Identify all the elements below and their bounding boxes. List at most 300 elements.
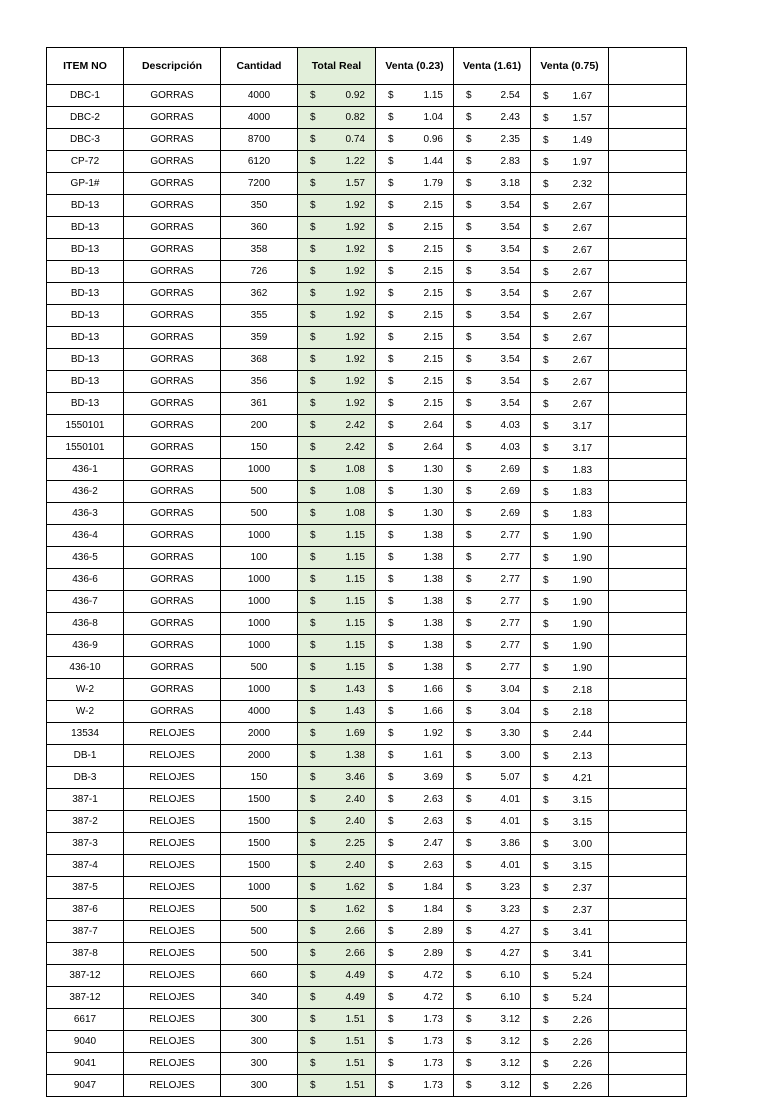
- cell-venta-023: [376, 503, 454, 525]
- cell-total-real: [298, 327, 376, 349]
- cell-venta-075: [531, 173, 609, 195]
- table-row: [47, 525, 687, 547]
- amount-value: 2.64: [423, 419, 443, 431]
- currency-symbol: $: [466, 133, 472, 145]
- table-row: [47, 129, 687, 151]
- amount-value: 1.44: [423, 155, 443, 167]
- cell-empty: [609, 569, 687, 591]
- cell-item-no: BD-13: [47, 217, 124, 239]
- cell-venta-075: [531, 591, 609, 613]
- cell-venta-161: [454, 107, 531, 129]
- cell-descripcion: GORRAS: [124, 701, 221, 723]
- amount-value: 2.37: [572, 883, 593, 894]
- amount-value: 2.15: [423, 397, 443, 409]
- currency-symbol: $: [310, 683, 316, 695]
- cell-venta-075: [531, 239, 609, 261]
- cell-venta-075: [531, 195, 609, 217]
- header-venta-161: Venta (1.61): [454, 48, 531, 85]
- amount-value: 1.38: [423, 661, 443, 673]
- cell-total-real: [298, 855, 376, 877]
- amount-value: 2.77: [500, 595, 520, 607]
- cell-empty: [609, 283, 687, 305]
- cell-venta-075: [531, 525, 609, 547]
- amount-value: 1.83: [572, 465, 593, 476]
- currency-symbol: $: [543, 773, 549, 784]
- amount-value: 5.24: [572, 971, 593, 982]
- cell-descripcion: GORRAS: [124, 547, 221, 569]
- table-row: [47, 415, 687, 437]
- amount-value: 3.54: [500, 243, 520, 255]
- amount-value: 2.15: [423, 199, 443, 211]
- amount-value: 4.01: [500, 815, 520, 827]
- amount-value: 1.15: [345, 639, 365, 651]
- cell-venta-023: [376, 987, 454, 1009]
- table-row: [47, 877, 687, 899]
- cell-total-real: [298, 745, 376, 767]
- cell-cantidad: 300: [221, 1031, 298, 1053]
- table-row: [47, 173, 687, 195]
- cell-venta-075: [531, 1031, 609, 1053]
- cell-venta-161: [454, 679, 531, 701]
- amount-value: 2.13: [572, 751, 593, 762]
- currency-symbol: $: [466, 1013, 472, 1025]
- currency-symbol: $: [543, 245, 549, 256]
- amount-value: 2.64: [423, 441, 443, 453]
- amount-value: 3.12: [500, 1035, 520, 1047]
- currency-symbol: $: [543, 751, 549, 762]
- cell-venta-075: [531, 85, 609, 107]
- amount-value: 1.90: [572, 597, 593, 608]
- table-row: [47, 921, 687, 943]
- cell-total-real: [298, 239, 376, 261]
- cell-venta-075: [531, 943, 609, 965]
- cell-empty: [609, 217, 687, 239]
- amount-value: 1.08: [345, 463, 365, 475]
- amount-value: 1.08: [345, 485, 365, 497]
- cell-venta-161: [454, 481, 531, 503]
- cell-venta-161: [454, 657, 531, 679]
- currency-symbol: $: [543, 905, 549, 916]
- cell-venta-161: [454, 899, 531, 921]
- cell-empty: [609, 85, 687, 107]
- currency-symbol: $: [310, 903, 316, 915]
- cell-empty: [609, 987, 687, 1009]
- cell-total-real: [298, 1053, 376, 1075]
- cell-total-real: [298, 503, 376, 525]
- amount-value: 2.26: [572, 1081, 593, 1092]
- cell-total-real: [298, 371, 376, 393]
- amount-value: 3.54: [500, 397, 520, 409]
- cell-venta-023: [376, 107, 454, 129]
- cell-total-real: [298, 899, 376, 921]
- cell-venta-161: [454, 833, 531, 855]
- amount-value: 0.74: [345, 133, 365, 145]
- cell-descripcion: RELOJES: [124, 789, 221, 811]
- currency-symbol: $: [388, 265, 394, 277]
- cell-total-real: [298, 85, 376, 107]
- amount-value: 1.38: [423, 639, 443, 651]
- cell-venta-075: [531, 899, 609, 921]
- cell-venta-161: [454, 591, 531, 613]
- cell-empty: [609, 833, 687, 855]
- cell-item-no: 436-7: [47, 591, 124, 613]
- cell-venta-075: [531, 437, 609, 459]
- currency-symbol: $: [466, 617, 472, 629]
- cell-venta-075: [531, 767, 609, 789]
- cell-empty: [609, 877, 687, 899]
- cell-total-real: [298, 1031, 376, 1053]
- cell-venta-161: [454, 503, 531, 525]
- currency-symbol: $: [310, 727, 316, 739]
- cell-venta-023: [376, 217, 454, 239]
- currency-symbol: $: [388, 419, 394, 431]
- amount-value: 2.67: [572, 289, 593, 300]
- amount-value: 3.54: [500, 265, 520, 277]
- currency-symbol: $: [310, 771, 316, 783]
- cell-cantidad: 150: [221, 767, 298, 789]
- cell-descripcion: GORRAS: [124, 393, 221, 415]
- cell-total-real: [298, 635, 376, 657]
- cell-venta-075: [531, 987, 609, 1009]
- amount-value: 2.77: [500, 529, 520, 541]
- currency-symbol: $: [543, 949, 549, 960]
- cell-item-no: BD-13: [47, 393, 124, 415]
- cell-descripcion: GORRAS: [124, 129, 221, 151]
- table-row: [47, 965, 687, 987]
- cell-item-no: DBC-1: [47, 85, 124, 107]
- currency-symbol: $: [543, 487, 549, 498]
- cell-empty: [609, 701, 687, 723]
- cell-venta-023: [376, 239, 454, 261]
- cell-cantidad: 4000: [221, 85, 298, 107]
- currency-symbol: $: [388, 881, 394, 893]
- table-row: [47, 767, 687, 789]
- cell-venta-161: [454, 921, 531, 943]
- amount-value: 2.77: [500, 573, 520, 585]
- currency-symbol: $: [543, 465, 549, 476]
- cell-descripcion: RELOJES: [124, 1075, 221, 1097]
- table-row: [47, 217, 687, 239]
- currency-symbol: $: [310, 199, 316, 211]
- amount-value: 1.73: [423, 1057, 443, 1069]
- amount-value: 4.21: [572, 773, 593, 784]
- cell-venta-023: [376, 833, 454, 855]
- currency-symbol: $: [310, 815, 316, 827]
- cell-venta-161: [454, 767, 531, 789]
- table-row: [47, 635, 687, 657]
- amount-value: 2.67: [572, 355, 593, 366]
- amount-value: 4.27: [500, 947, 520, 959]
- cell-empty: [609, 635, 687, 657]
- cell-descripcion: GORRAS: [124, 525, 221, 547]
- currency-symbol: $: [543, 113, 549, 124]
- cell-venta-075: [531, 481, 609, 503]
- cell-item-no: 436-10: [47, 657, 124, 679]
- cell-venta-023: [376, 393, 454, 415]
- currency-symbol: $: [388, 441, 394, 453]
- cell-venta-023: [376, 767, 454, 789]
- cell-descripcion: GORRAS: [124, 151, 221, 173]
- cell-item-no: 436-8: [47, 613, 124, 635]
- currency-symbol: $: [466, 947, 472, 959]
- currency-symbol: $: [310, 265, 316, 277]
- cell-cantidad: 4000: [221, 107, 298, 129]
- cell-cantidad: 1500: [221, 855, 298, 877]
- currency-symbol: $: [543, 553, 549, 564]
- currency-symbol: $: [388, 89, 394, 101]
- amount-value: 2.67: [572, 245, 593, 256]
- currency-symbol: $: [388, 573, 394, 585]
- cell-empty: [609, 503, 687, 525]
- table-row: [47, 613, 687, 635]
- currency-symbol: $: [466, 1035, 472, 1047]
- amount-value: 1.90: [572, 531, 593, 542]
- cell-venta-023: [376, 1053, 454, 1075]
- cell-venta-075: [531, 679, 609, 701]
- cell-item-no: W-2: [47, 679, 124, 701]
- currency-symbol: $: [466, 683, 472, 695]
- header-cantidad: Cantidad: [221, 48, 298, 85]
- cell-total-real: [298, 261, 376, 283]
- currency-symbol: $: [310, 749, 316, 761]
- amount-value: 2.67: [572, 267, 593, 278]
- cell-descripcion: GORRAS: [124, 635, 221, 657]
- currency-symbol: $: [388, 749, 394, 761]
- cell-venta-075: [531, 855, 609, 877]
- amount-value: 2.89: [423, 947, 443, 959]
- currency-symbol: $: [466, 859, 472, 871]
- currency-symbol: $: [310, 177, 316, 189]
- cell-descripcion: RELOJES: [124, 833, 221, 855]
- table-row: [47, 283, 687, 305]
- currency-symbol: $: [388, 309, 394, 321]
- currency-symbol: $: [310, 1013, 316, 1025]
- amount-value: 1.90: [572, 663, 593, 674]
- currency-symbol: $: [543, 311, 549, 322]
- table-body: [47, 85, 687, 1097]
- currency-symbol: $: [466, 595, 472, 607]
- cell-venta-075: [531, 349, 609, 371]
- amount-value: 1.92: [345, 397, 365, 409]
- amount-value: 1.15: [345, 617, 365, 629]
- cell-venta-161: [454, 349, 531, 371]
- amount-value: 3.17: [572, 421, 593, 432]
- table-header: [47, 48, 687, 85]
- currency-symbol: $: [388, 925, 394, 937]
- cell-descripcion: GORRAS: [124, 217, 221, 239]
- amount-value: 2.54: [500, 89, 520, 101]
- cell-venta-075: [531, 217, 609, 239]
- cell-total-real: [298, 481, 376, 503]
- currency-symbol: $: [310, 793, 316, 805]
- amount-value: 1.92: [345, 221, 365, 233]
- currency-symbol: $: [466, 771, 472, 783]
- amount-value: 2.15: [423, 243, 443, 255]
- amount-value: 1.57: [572, 113, 593, 124]
- cell-venta-023: [376, 173, 454, 195]
- currency-symbol: $: [543, 597, 549, 608]
- amount-value: 4.01: [500, 859, 520, 871]
- amount-value: 1.90: [572, 641, 593, 652]
- table-row: [47, 701, 687, 723]
- cell-venta-023: [376, 85, 454, 107]
- currency-symbol: $: [466, 573, 472, 585]
- table-row: [47, 195, 687, 217]
- currency-symbol: $: [543, 1037, 549, 1048]
- currency-symbol: $: [388, 551, 394, 563]
- table-row: [47, 1053, 687, 1075]
- cell-total-real: [298, 877, 376, 899]
- currency-symbol: $: [543, 267, 549, 278]
- cell-venta-023: [376, 613, 454, 635]
- currency-symbol: $: [310, 969, 316, 981]
- table-row: [47, 151, 687, 173]
- currency-symbol: $: [388, 331, 394, 343]
- currency-symbol: $: [310, 529, 316, 541]
- cell-venta-075: [531, 283, 609, 305]
- currency-symbol: $: [543, 795, 549, 806]
- cell-descripcion: RELOJES: [124, 855, 221, 877]
- currency-symbol: $: [310, 155, 316, 167]
- cell-total-real: [298, 569, 376, 591]
- cell-item-no: CP-72: [47, 151, 124, 173]
- cell-venta-075: [531, 745, 609, 767]
- cell-cantidad: 358: [221, 239, 298, 261]
- amount-value: 1.92: [345, 309, 365, 321]
- table-row: [47, 503, 687, 525]
- cell-cantidad: 1000: [221, 877, 298, 899]
- amount-value: 1.30: [423, 463, 443, 475]
- amount-value: 2.67: [572, 377, 593, 388]
- cell-venta-161: [454, 437, 531, 459]
- cell-cantidad: 8700: [221, 129, 298, 151]
- cell-venta-161: [454, 965, 531, 987]
- cell-cantidad: 359: [221, 327, 298, 349]
- amount-value: 1.90: [572, 619, 593, 630]
- currency-symbol: $: [466, 397, 472, 409]
- cell-total-real: [298, 393, 376, 415]
- currency-symbol: $: [466, 749, 472, 761]
- cell-item-no: 387-3: [47, 833, 124, 855]
- cell-venta-075: [531, 151, 609, 173]
- currency-symbol: $: [543, 619, 549, 630]
- currency-symbol: $: [466, 837, 472, 849]
- currency-symbol: $: [466, 265, 472, 277]
- currency-symbol: $: [310, 661, 316, 673]
- currency-symbol: $: [310, 1079, 316, 1091]
- cell-cantidad: 150: [221, 437, 298, 459]
- amount-value: 1.51: [345, 1057, 365, 1069]
- table-row: [47, 481, 687, 503]
- table-row: [47, 547, 687, 569]
- cell-empty: [609, 657, 687, 679]
- cell-venta-075: [531, 393, 609, 415]
- cell-item-no: 436-5: [47, 547, 124, 569]
- amount-value: 4.72: [423, 991, 443, 1003]
- header-venta-023: Venta (0.23): [376, 48, 454, 85]
- cell-venta-161: [454, 85, 531, 107]
- currency-symbol: $: [466, 353, 472, 365]
- currency-symbol: $: [310, 375, 316, 387]
- cell-venta-075: [531, 415, 609, 437]
- cell-venta-023: [376, 129, 454, 151]
- amount-value: 3.12: [500, 1013, 520, 1025]
- amount-value: 1.43: [345, 683, 365, 695]
- currency-symbol: $: [388, 617, 394, 629]
- currency-symbol: $: [388, 507, 394, 519]
- currency-symbol: $: [388, 683, 394, 695]
- cell-empty: [609, 767, 687, 789]
- currency-symbol: $: [310, 1035, 316, 1047]
- cell-item-no: 387-5: [47, 877, 124, 899]
- amount-value: 1.90: [572, 575, 593, 586]
- amount-value: 3.23: [500, 881, 520, 893]
- amount-value: 1.04: [423, 111, 443, 123]
- cell-cantidad: 7200: [221, 173, 298, 195]
- currency-symbol: $: [310, 925, 316, 937]
- cell-venta-023: [376, 679, 454, 701]
- currency-symbol: $: [310, 507, 316, 519]
- cell-cantidad: 660: [221, 965, 298, 987]
- amount-value: 4.49: [345, 969, 365, 981]
- cell-venta-023: [376, 943, 454, 965]
- amount-value: 2.40: [345, 793, 365, 805]
- currency-symbol: $: [388, 1013, 394, 1025]
- amount-value: 1.92: [423, 727, 443, 739]
- cell-venta-161: [454, 459, 531, 481]
- currency-symbol: $: [466, 1057, 472, 1069]
- cell-venta-023: [376, 415, 454, 437]
- amount-value: 1.84: [423, 881, 443, 893]
- cell-venta-023: [376, 657, 454, 679]
- header-total-real: Total Real: [298, 48, 376, 85]
- currency-symbol: $: [310, 353, 316, 365]
- amount-value: 2.63: [423, 859, 443, 871]
- cell-descripcion: RELOJES: [124, 1031, 221, 1053]
- cell-item-no: 436-4: [47, 525, 124, 547]
- amount-value: 1.15: [423, 89, 443, 101]
- currency-symbol: $: [466, 419, 472, 431]
- cell-total-real: [298, 547, 376, 569]
- amount-value: 2.63: [423, 815, 443, 827]
- table-row: [47, 569, 687, 591]
- amount-value: 2.69: [500, 485, 520, 497]
- cell-venta-161: [454, 547, 531, 569]
- currency-symbol: $: [543, 817, 549, 828]
- cell-venta-161: [454, 635, 531, 657]
- currency-symbol: $: [543, 377, 549, 388]
- cell-venta-023: [376, 965, 454, 987]
- amount-value: 1.51: [345, 1013, 365, 1025]
- currency-symbol: $: [388, 463, 394, 475]
- amount-value: 2.83: [500, 155, 520, 167]
- cell-descripcion: RELOJES: [124, 1053, 221, 1075]
- cell-total-real: [298, 679, 376, 701]
- cell-descripcion: GORRAS: [124, 349, 221, 371]
- amount-value: 2.67: [572, 399, 593, 410]
- currency-symbol: $: [543, 157, 549, 168]
- cell-total-real: [298, 525, 376, 547]
- amount-value: 2.35: [500, 133, 520, 145]
- currency-symbol: $: [543, 443, 549, 454]
- cell-venta-023: [376, 921, 454, 943]
- cell-item-no: 387-6: [47, 899, 124, 921]
- amount-value: 2.43: [500, 111, 520, 123]
- currency-symbol: $: [543, 1059, 549, 1070]
- amount-value: 2.67: [572, 223, 593, 234]
- cell-total-real: [298, 437, 376, 459]
- currency-symbol: $: [388, 375, 394, 387]
